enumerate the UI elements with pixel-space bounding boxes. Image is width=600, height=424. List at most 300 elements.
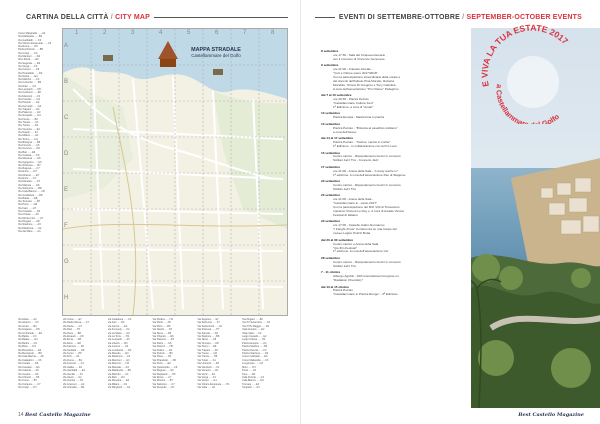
map-row-letter: E <box>64 187 69 193</box>
street-list-item: Via Libertà ......E2 <box>18 58 39 62</box>
street-list-item: Via Faro ......H7 <box>18 206 37 210</box>
street-list-item: Via Chiesa ......A6 <box>18 213 39 217</box>
right-header-title <box>335 14 586 21</box>
street-index-item: Via Roma ......A7 <box>152 375 172 379</box>
street-list-item: Via Vittorio Emanuele ......C4 <box>18 41 52 45</box>
street-index-item: Via Leopardi ......A3 <box>107 338 130 342</box>
street-index-item: Via Crispi ......D7 <box>18 386 37 390</box>
street-index-item: Via Mattarella ......B4 <box>107 369 131 373</box>
map-title-line2: Castellammare del Golfo <box>191 53 241 58</box>
street-index-item: Via Rapisardi ......H6 <box>152 372 176 376</box>
event-item <box>321 286 461 298</box>
map-row-letter: H <box>64 295 69 301</box>
event-description-line: "Castellammare in...canto 2017" <box>333 201 378 206</box>
street-list-item: Via del Mare ......A1 <box>18 229 41 233</box>
event-description-line: ore 21:00 - Arena della Sala - <box>333 197 374 202</box>
badge-line1: E VIVA LA TUA ESTATE 2017 <box>479 24 571 88</box>
event-description-line: Sicilian Jazz Trio - Concerto Jazz <box>333 158 379 163</box>
street-index-item: Via Duca ......B8 <box>62 331 81 335</box>
street-index-item: Via Cassarà ......E6 <box>18 365 40 369</box>
event-description-line: museo Logico Polizzi Botta <box>333 231 371 236</box>
street-list-item: Via Alcamo ......E7 <box>18 173 40 177</box>
event-date: dal 7 al 10 settembre <box>321 93 352 98</box>
street-index-item: Via Garibaldi ......E1 <box>62 369 86 373</box>
event-description-line: Con la partecipazione del Rdf, Vitti di Torreodoro <box>333 205 400 210</box>
street-index-item: Via Croce ......E7 <box>62 318 82 321</box>
left-header <box>22 10 288 24</box>
street-index-item: Via Fiume ......B1 <box>62 358 82 362</box>
street-index-item: Via Tasso ......C8 <box>197 338 217 342</box>
event-description-line: "Voci e Ottone sacro 2017/2018" <box>333 71 378 76</box>
street-list-item: Via Foscolo ......G2 <box>18 97 41 101</box>
street-index-item: Via Chinnici ......H6 <box>18 375 40 379</box>
street-index-item: Via Spinola ......A8 <box>197 331 218 335</box>
event-item <box>321 220 461 236</box>
street-index-item: Via Quasimodo ......F6 <box>152 365 178 369</box>
city-map[interactable] <box>62 28 288 316</box>
street-index-item: Via XXIV Maggio ......D2 <box>242 324 270 328</box>
street-list-item: Via Bari ......E6 <box>18 150 36 154</box>
street-list-item: Via Trento ......D1 <box>18 124 39 128</box>
event-date: dal 13 al 15 ottobre <box>321 284 350 289</box>
street-index-item: Via Guidaloca ......C2 <box>107 318 132 321</box>
street-index-item: Via Fermi ......H8 <box>62 352 82 356</box>
event-description-line: Piazza Petrolo - "Cactus, cactus in cortile" <box>333 140 391 145</box>
street-index-item: Via Aragona ......D5 <box>18 328 40 332</box>
map-col-number: 7 <box>243 30 247 36</box>
street-list-item: Via Monte Inici ......A7 <box>18 216 44 220</box>
summer-badge <box>479 24 583 124</box>
street-index-item: Via Vittorio Emanuele ......H1 <box>197 382 230 386</box>
street-list-item: Piazza Petrolo ......B5 <box>18 48 43 52</box>
event-description-line: Sicilian Jazz Trio <box>333 186 357 191</box>
map-row-letter: G <box>64 259 69 265</box>
event-description-line: ore 21:00 - Arena della Sala - "Lonely anche io" <box>333 168 398 173</box>
street-index-item: Via Abate ......A2 <box>18 318 37 321</box>
street-index-item: Via Venezia ......D1 <box>197 369 219 373</box>
street-index-item: Via Cala Marina ......A6 <box>18 355 44 359</box>
street-index-item: Tonnara ......E4 <box>242 382 260 386</box>
event-item <box>321 64 461 91</box>
map-col-number: 4 <box>159 30 163 36</box>
street-list <box>18 32 60 312</box>
street-index-column <box>242 318 284 402</box>
event-item <box>321 112 461 120</box>
event-item <box>321 123 461 135</box>
street-list-item: Via Dante ......E4 <box>18 74 38 78</box>
map-row-letter: B <box>64 79 69 85</box>
street-index-item: Via Stazione ......B8 <box>197 335 220 339</box>
map-row-letter: A <box>64 43 69 49</box>
street-index-item: Via Trento ......G8 <box>197 352 217 356</box>
street-index-item: Lungomare ......G3 <box>242 362 264 366</box>
event-date: dal 14 al 17 settembre <box>321 136 354 141</box>
event-item <box>321 152 461 164</box>
street-list-item: Via Zingaro ......A8 <box>18 219 40 223</box>
city-map-drawing <box>63 29 287 315</box>
magazine-logo-left: Best Castello Magazine <box>24 412 91 418</box>
summer-badge-drawing <box>479 24 583 124</box>
street-index-item: Piazza Europa ......A3 <box>242 341 267 345</box>
street-index-item: Via Monti ......A5 <box>152 321 171 325</box>
street-index-item: Via Grimaldi ......B2 <box>62 386 85 390</box>
street-index-item: Piazza Madrice ......B3 <box>242 345 268 349</box>
event-description-line: Con la partecipazione straordinaria della corale e <box>333 75 401 80</box>
event-description-line: "Castellammare Culture Fest" <box>333 101 374 106</box>
event-date: 7 - 11 ottobre <box>321 270 341 275</box>
street-list-item: Via Trapani ......H2 <box>18 107 40 111</box>
street-index-item: Via Borsellino ......E4 <box>18 348 42 352</box>
street-index-item: Via Segesta ......E7 <box>197 318 219 321</box>
street-index-item: Via Milano ......F4 <box>107 382 128 386</box>
street-index-column <box>152 318 194 402</box>
street-index-item: Via Napoli ......C5 <box>152 328 172 332</box>
event-description-line: Albergo Agrifoll - 19th International Congress on <box>333 274 399 279</box>
street-list-item: Via Tonnara ......F8 <box>18 200 40 204</box>
street-index <box>18 318 284 402</box>
right-footer <box>518 412 584 418</box>
street-index-item: Via Corleone ......C7 <box>18 382 41 386</box>
event-description-line: Piazza Europa - Madonnina in piazza <box>333 115 385 120</box>
street-index-item: Via Pellico ......A6 <box>152 348 173 352</box>
street-list-item: Via Carducci ......E5 <box>18 91 41 95</box>
left-header-title <box>22 14 154 21</box>
street-index-item: Via Vanvitelli ......C1 <box>197 365 220 369</box>
map-col-numbers <box>63 29 287 39</box>
street-index-item: Via Como ......B7 <box>18 379 37 383</box>
magazine-logo-right: Best Castello Magazine <box>518 412 584 418</box>
street-index-item: Via Volta ......A2 <box>197 386 216 390</box>
street-list-item: Via Siracusa ......B7 <box>18 163 41 167</box>
street-list-item: Via Madonna ......A2 <box>18 226 42 230</box>
event-description-line: Centro storico - Ripopolamento bovini in concerto <box>333 183 401 188</box>
right-header-main: EVENTI DI SETTEMBRE-OTTOBRE <box>338 13 460 21</box>
street-index-item: Via Trieste ......H8 <box>197 355 218 359</box>
event-description-line: a cura dell'Assoc. <box>333 129 358 134</box>
street-index-item: Via Catania ......F6 <box>18 369 39 373</box>
street-index-item: Via La Masa ......G2 <box>107 331 130 335</box>
street-index-item: Via Ragusa ......G6 <box>152 369 174 373</box>
street-list-item: Via Cavour ......C5 <box>18 68 40 72</box>
street-index-item: Via Palermo ......F5 <box>152 338 174 342</box>
street-list-item: Via Guidaloca ......D8 <box>18 193 43 197</box>
street-index-item: Via Scopello ......D7 <box>152 386 175 390</box>
event-description-line: 1ª edizione. A cura dell'associazione Pan di Stagione <box>333 172 406 177</box>
street-index-item: Faro ......B4 <box>242 372 256 376</box>
left-header-accent: CITY MAP <box>115 13 150 21</box>
street-list-item: Via Castello ......A5 <box>18 210 41 214</box>
street-list-item: Via Mattarella ......B4 <box>18 35 43 39</box>
street-list-item: Via Agrigento ......H5 <box>18 160 42 164</box>
street-index-item: Piazza Petrolo ......C3 <box>242 348 267 352</box>
street-index-item: Via Balate ......G4 <box>18 338 38 342</box>
event-item <box>321 271 461 283</box>
street-list-item: Via Erice ......F7 <box>18 177 37 181</box>
street-index-item: Via Madonna ......F3 <box>107 355 131 359</box>
street-index-item: Via Alcamo ......C3 <box>18 321 39 325</box>
street-list-item: Via Stazione ......A3 <box>18 223 41 227</box>
map-row-letter: F <box>64 223 68 229</box>
event-date: 28 settembre <box>321 255 341 260</box>
map-col-number: 6 <box>215 30 219 36</box>
street-index-item: Via Tonnara ......D8 <box>197 341 219 345</box>
left-header-rule <box>154 17 288 18</box>
map-row-letter: C <box>64 115 69 121</box>
street-index-item: Via Buonarroti ......B5 <box>18 352 42 356</box>
street-index-item: Via Macello ......E3 <box>107 352 129 356</box>
street-index-item: Via Porto ......E6 <box>152 362 171 366</box>
street-index-item: Via Livorno ......C3 <box>107 345 129 349</box>
street-index-item: Via Piave ......C6 <box>152 355 172 359</box>
street-index-item: Via Gorizia ......H1 <box>62 379 84 383</box>
street-index-item: Via Meli ......D4 <box>107 375 125 379</box>
street-list-item: Via Scopello ......H4 <box>18 114 41 118</box>
street-list-item: Via Genova ......D6 <box>18 147 40 151</box>
street-index-item: Via Siracusa ......H7 <box>197 328 220 332</box>
street-list-item: Via Milano ......G1 <box>18 134 39 138</box>
street-index-item: Via Dalla Chiesa ......F7 <box>62 321 90 325</box>
event-date: 23 settembre <box>321 193 341 198</box>
street-index-item: Via Nievo ......D5 <box>152 331 172 335</box>
street-index-item: Molo ......H3 <box>242 365 256 369</box>
street-index-item: Via Foscolo ......C1 <box>62 362 84 366</box>
street-index-item: Viale Europa ......E2 <box>242 328 265 332</box>
street-index-item: Via Libertà ......B3 <box>107 341 128 345</box>
event-description-line: Piazza Petrolo <box>333 288 353 293</box>
street-list-item: Via Cala Bianca ......C8 <box>18 190 45 194</box>
event-date: 23 settembre <box>321 219 341 224</box>
street-list-item: Via Napoli ......F1 <box>18 130 38 134</box>
event-date: 10 settembre <box>321 111 341 116</box>
street-index-item: Via Gentile ......F1 <box>62 372 83 376</box>
event-description-line: ore 20:30 - Piazza Petrolo <box>333 97 369 102</box>
street-index-item: Via Dante ......G7 <box>62 324 82 328</box>
street-index-item: Scopello ......F4 <box>242 386 260 390</box>
left-header-main: CARTINA DELLA CITTÀ <box>26 13 109 21</box>
event-description-line: 1ª Edizione, a cura di "Amari" <box>333 104 374 109</box>
street-index-item: Via Turati ......A1 <box>197 358 216 362</box>
street-index-item: Via Settembrini ......G7 <box>197 324 223 328</box>
street-index-item: Via Pirandello ......D6 <box>152 358 176 362</box>
event-date: dal 23 al 30 settembre <box>321 237 354 242</box>
street-list-item: Via Venezia ......E1 <box>18 127 40 131</box>
street-list-item: Via Marconi ......D4 <box>18 55 41 59</box>
street-list-item: Via Verga ......F2 <box>18 64 38 68</box>
street-index-item: Via Inici ......D2 <box>107 321 125 325</box>
street-list-item: Via Enna ......D7 <box>18 170 37 174</box>
street-list-item: Via Catania ......F6 <box>18 153 40 157</box>
street-index-item: Via Fardella ......G8 <box>62 348 85 352</box>
event-description-line: "Cio film Festival" <box>333 245 358 250</box>
event-date: 23 settembre <box>321 179 341 184</box>
street-list-item: Via Marsala ......G7 <box>18 180 41 184</box>
event-description-line: ore 21:00 - Anteatro Ducale - <box>333 67 373 72</box>
right-page <box>300 0 600 424</box>
street-index-item: Via Enna ......D8 <box>62 338 81 342</box>
event-item <box>321 94 461 110</box>
street-index-item: Via Amari ......B4 <box>18 324 37 328</box>
street-index-item: Via Baida ......F3 <box>18 335 37 339</box>
event-item <box>321 239 461 255</box>
event-description-line: Piazza Petrolo - "Briscola al caseificio siciliano" <box>333 125 398 130</box>
street-index-item: Via Modica ......H4 <box>152 318 173 321</box>
street-index-column <box>197 318 239 402</box>
street-index-item: Via Diaz ......H7 <box>62 328 81 332</box>
street-index-item: Via Petrolo ......B6 <box>152 352 173 356</box>
event-description-line: A cura dell'associazione "Pro Ottone" Pellegrino <box>333 86 399 91</box>
events-list <box>321 50 461 300</box>
event-item <box>321 180 461 192</box>
street-index-column <box>18 318 60 402</box>
left-header-separator: / <box>110 13 113 21</box>
street-index-item: Via Trapani ......F8 <box>197 348 218 352</box>
street-index-item: Via Vespri ......G1 <box>197 379 217 383</box>
street-list-item: Via Fiume ......B2 <box>18 117 38 121</box>
event-item <box>321 166 461 178</box>
street-index-item: Viale Italia ......F2 <box>242 331 262 335</box>
street-index-column <box>63 318 105 402</box>
event-description-line: "Castellammare in Piazza Rouge" - 3ª Edizione <box>333 292 398 297</box>
map-title-line1: MAPPA STRADALE <box>191 47 241 53</box>
street-index-item: Via Manzoni ......G3 <box>107 358 130 362</box>
street-list-item: Via Garibaldi ......C3 <box>18 38 42 42</box>
street-index-item: Via Kennedy ......F2 <box>107 328 130 332</box>
street-index-item: Via Rossini ......B7 <box>152 379 173 383</box>
map-title <box>171 47 261 59</box>
event-description-line: 1ª edizione. A cura dell'associazione CLI <box>333 249 389 254</box>
street-list-item: Via Ragusa ......C7 <box>18 167 40 171</box>
street-index-item: Via Selinunte ......F7 <box>197 321 220 325</box>
right-header-accent: SEPTEMBER-OCTOBER EVENTS <box>466 13 582 21</box>
map-col-number: 1 <box>75 30 79 36</box>
street-list-item: Via Torino ......H1 <box>18 137 38 141</box>
street-list-item: Via Selinunte ......B8 <box>18 186 42 190</box>
event-date: 13 settembre <box>321 121 341 126</box>
event-description-line: Sicilian Jazz Trio <box>333 263 357 268</box>
street-list-item: Via Segesta ......E3 <box>18 61 41 65</box>
street-index-item: Via Cesarò ......G6 <box>18 372 39 376</box>
street-index-item: Via Falcone ......F8 <box>62 345 84 349</box>
street-list-item: Via Pascoli ......G3 <box>18 101 40 105</box>
street-list-item: Via Roma ......D3 <box>18 45 38 49</box>
street-list-item: Via Kennedy ......G4 <box>18 104 42 108</box>
street-index-item: Via Moro ......B5 <box>152 324 171 328</box>
badge-line2: a Castellammar Golfo <box>494 83 562 124</box>
street-index-item: Via Orlando ......E5 <box>152 335 174 339</box>
event-description-line: dei docenti dell'Istituto Pina Morello, Roberta <box>333 78 395 83</box>
event-description-line: 1ª Edizione - in collaborazione con la Pro Loco <box>333 144 397 148</box>
street-index-item: Via Parini ......G5 <box>152 341 172 345</box>
map-col-number: 2 <box>103 30 107 36</box>
street-index-item: Cala Petrolo ......C4 <box>242 375 264 379</box>
page-number: 14 <box>18 412 24 418</box>
street-index-item: Via Lombardo ......D3 <box>107 348 132 352</box>
street-index-item: Via Verdi ......E1 <box>197 372 216 376</box>
street-index-item: Via Bixio ......D3 <box>18 345 36 349</box>
street-index-item: Via Sabotino ......C7 <box>152 382 175 386</box>
street-index-item: Cala Bianca ......D4 <box>242 379 264 383</box>
right-header <box>315 10 586 24</box>
street-list-item: Via Leopardi ......D5 <box>18 88 41 92</box>
left-footer <box>18 412 91 418</box>
street-list-item: Via Messina ......G6 <box>18 157 41 161</box>
event-date: 15 settembre <box>321 150 341 155</box>
event-date: 17 settembre <box>321 164 341 169</box>
street-index-item: Via Gramsci ......A2 <box>62 382 85 386</box>
street-index-item: Via Galilei ......D1 <box>62 365 83 369</box>
street-index-item: Via Archimede ......E2 <box>18 331 42 335</box>
street-list-item: Via Mazzini ......F3 <box>18 78 40 82</box>
street-index-item: Via Torino ......E8 <box>197 345 217 349</box>
event-item <box>321 194 461 217</box>
event-description-line: con il concerto di Vincenzo Genovese <box>333 56 385 61</box>
street-index-item: Via Isonzo ......E2 <box>107 324 128 328</box>
right-header-separator: / <box>462 13 465 21</box>
street-index-item: Via Canale ......D6 <box>18 362 39 366</box>
street-index-item: Via Erice ......E8 <box>62 341 81 345</box>
street-index-item: Via Umberto ......B1 <box>197 362 220 366</box>
street-index-item: Via Einaudi ......C8 <box>62 335 84 339</box>
right-header-rule <box>315 17 335 18</box>
map-row-letter: D <box>64 151 69 157</box>
map-row-letters <box>63 29 73 315</box>
map-col-number: 3 <box>131 30 135 36</box>
street-index-item: Via Giusti ......G1 <box>62 375 82 379</box>
street-list-item: Via Baida ......E8 <box>18 196 38 200</box>
street-index-item: Via Bellini ......C2 <box>18 341 37 345</box>
street-index-item: Via Mazzini ......C4 <box>107 372 129 376</box>
event-description-line: Centro storico - Ripopolamento bovini in concerto <box>333 259 401 264</box>
event-item <box>321 50 461 62</box>
event-date: 8 settembre <box>321 49 339 53</box>
event-date: 9 settembre <box>321 63 339 68</box>
street-list-item: Via Pirandello ......D2 <box>18 71 43 75</box>
event-item <box>321 137 461 149</box>
street-list-item: Via Diaz ......C2 <box>18 84 36 88</box>
street-index-item: Piazza Stazione ......D3 <box>242 352 269 356</box>
event-description-line: "Radiation Chemistry" <box>333 278 364 283</box>
street-list-item: Via Trieste ......C1 <box>18 121 39 125</box>
street-list-item: Via Bologna ......B6 <box>18 140 41 144</box>
map-col-number: 8 <box>271 30 275 36</box>
street-index-item: Corso Mattarella ......F3 <box>242 358 269 362</box>
street-index-item: Via Zingaro ......B2 <box>242 318 263 321</box>
street-list-item: Via Colombo ......B3 <box>18 81 42 85</box>
street-index-item: Via Marconi ......H3 <box>107 362 129 366</box>
street-index-item: Largo Castello ......G2 <box>242 335 267 339</box>
event-description-line: massimo Vincent Le Roy e. A cura di Arcade Venzel <box>333 209 404 214</box>
street-list-item: Via Palermo ......H3 <box>18 111 41 115</box>
street-list-item: Via Mazara ......H6 <box>18 183 40 187</box>
event-description-line: Centro storico - Ripopolamento bovini in concerto <box>333 154 401 159</box>
event-description-line: ore 17:00 - Castello Arabo-Normanno <box>333 223 385 228</box>
street-index-item: Via Pascoli ......H5 <box>152 345 173 349</box>
street-list-item: Via Crispi ......C4 <box>18 51 38 55</box>
event-description-line: "I Fanghi di Isis" Conferenza su una troupe del <box>333 227 397 232</box>
street-index-item: Via Verga ......F1 <box>197 375 216 379</box>
street-index-column <box>108 318 150 402</box>
street-list-item: Corso Mattarella ......A4 <box>18 32 46 35</box>
street-index-item: Via Marsala ......A4 <box>107 365 129 369</box>
street-index-item: Largo Chiesa ......H2 <box>242 338 266 342</box>
street-index-item: Via XX Settembre ......C2 <box>242 321 271 325</box>
street-index-item: Via La Torre ......H2 <box>107 335 130 339</box>
street-index-item: Porto ......A4 <box>242 369 257 373</box>
street-list-item: Via Firenze ......C6 <box>18 144 40 148</box>
event-description-line: Morabito, Orione Di Gregorio e Tony Cattolica <box>333 82 396 87</box>
street-index-item: Via Filzi ......A1 <box>62 355 80 359</box>
event-description-line: Centro storico e Arena della Sala <box>333 241 379 246</box>
